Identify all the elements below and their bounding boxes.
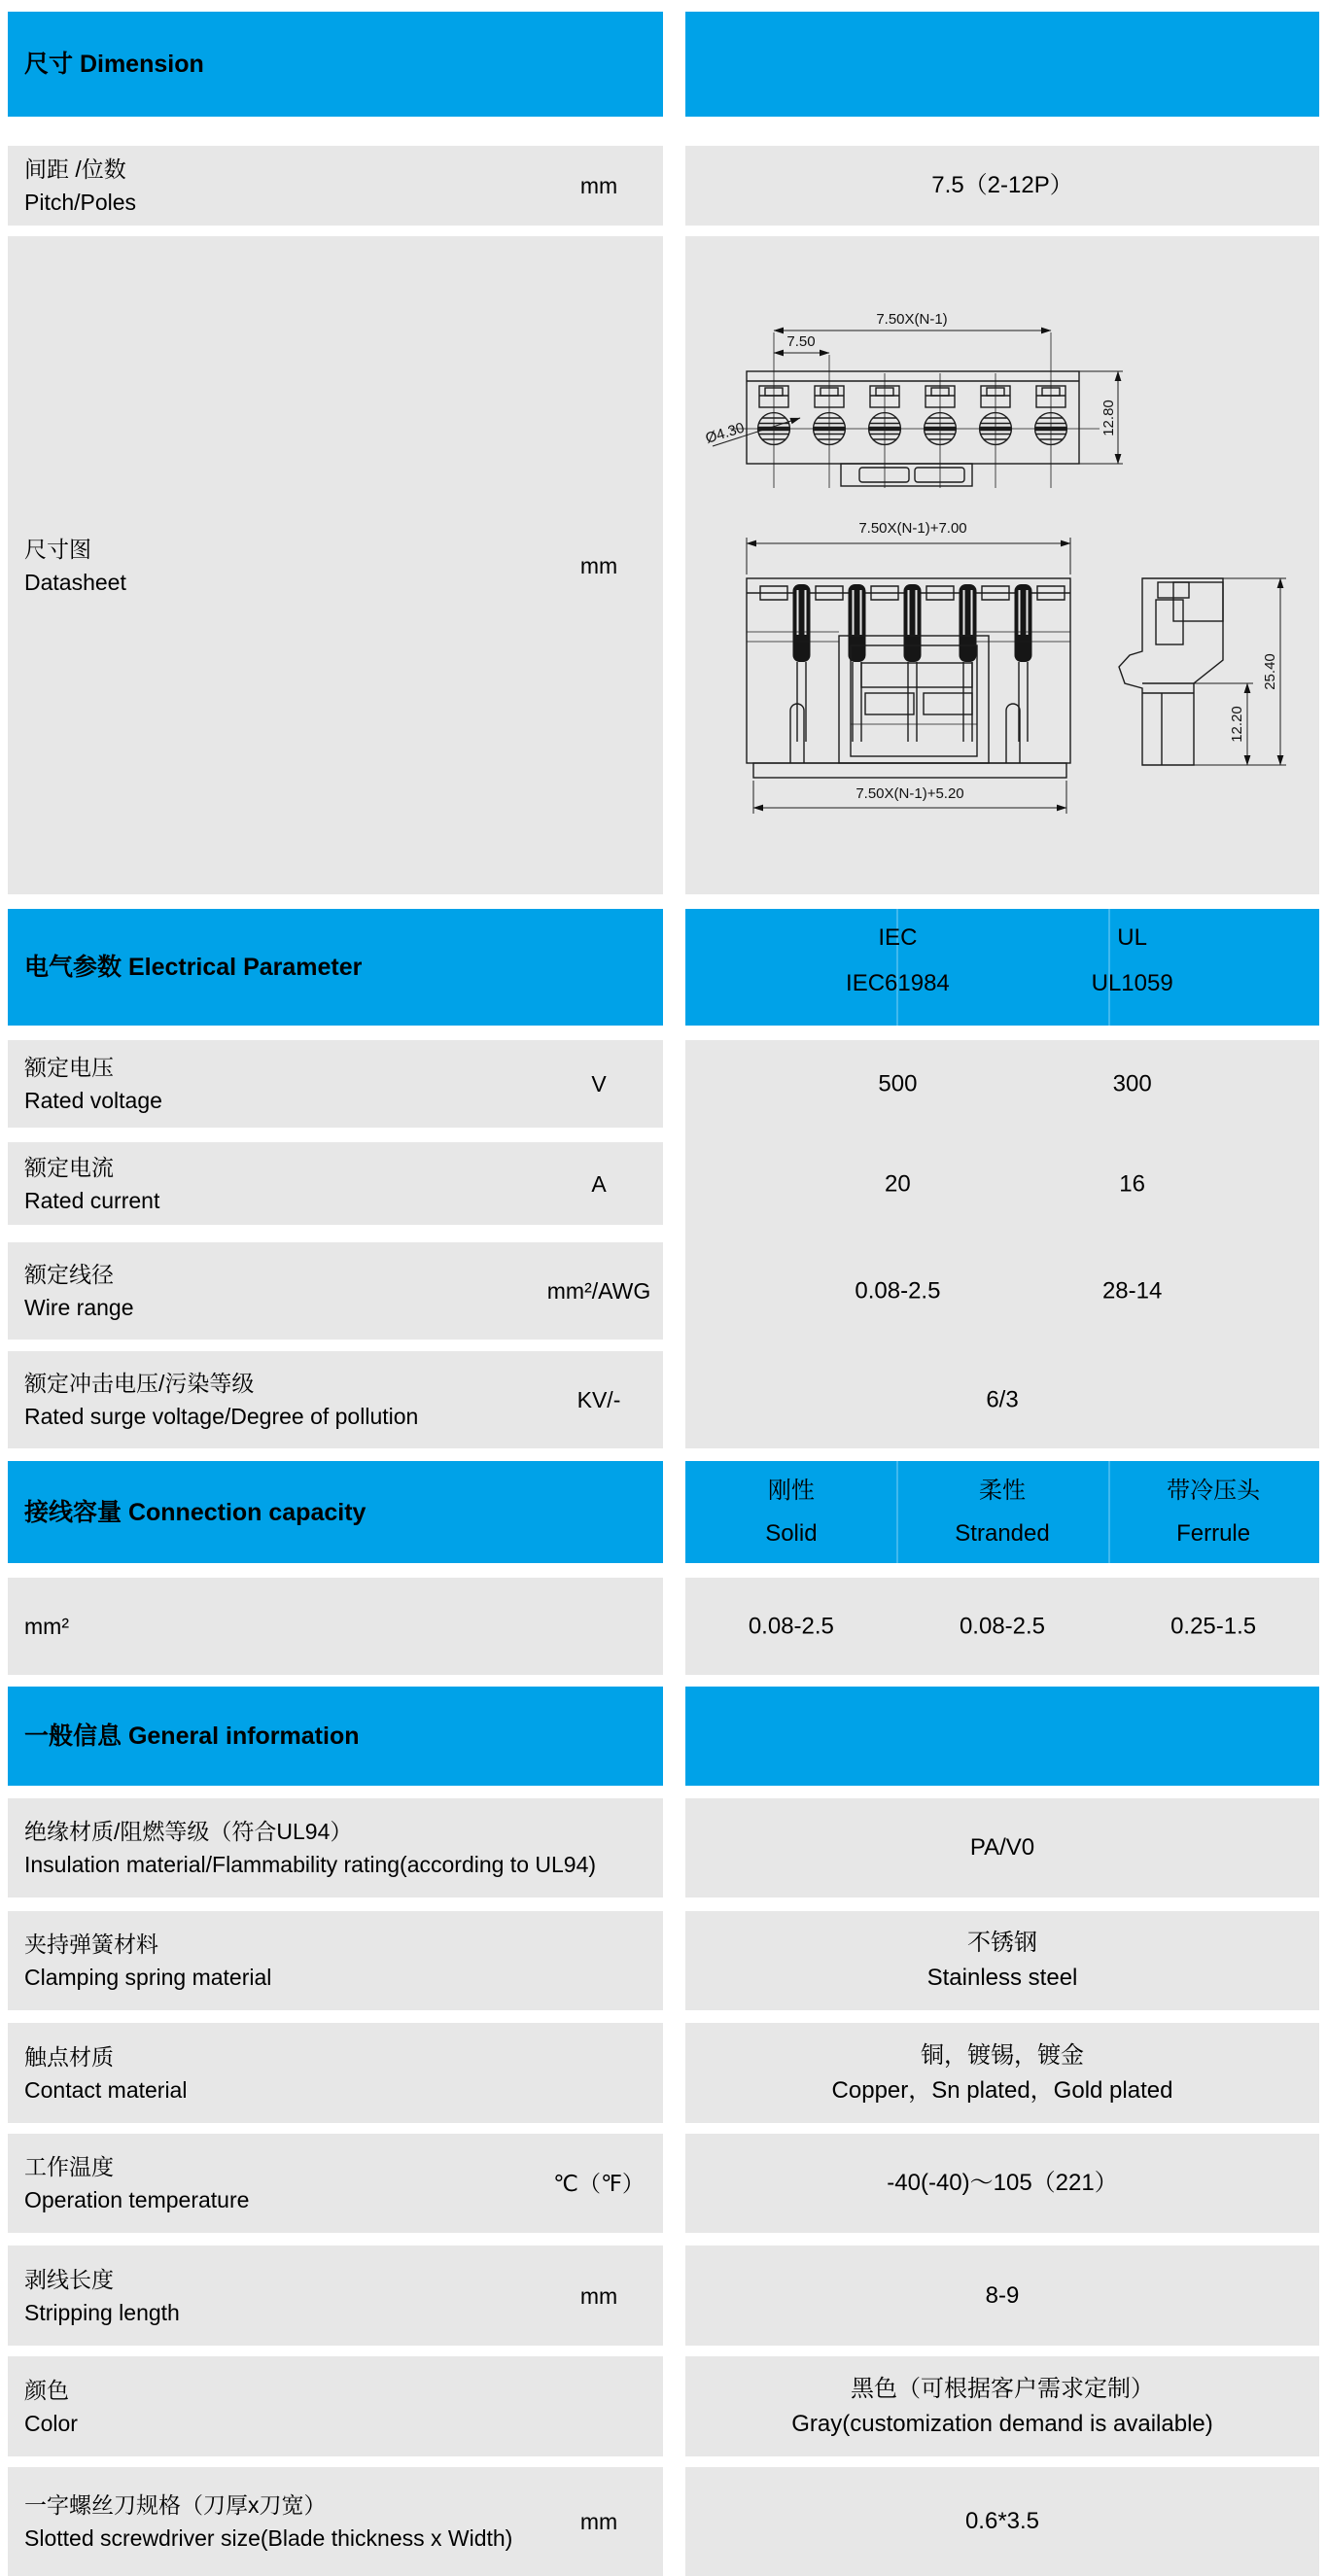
color-value-en: Gray(customization demand is available) bbox=[791, 2410, 1213, 2437]
capacity-values bbox=[685, 1578, 1319, 1675]
surge-voltage-label bbox=[24, 1367, 544, 1433]
rated-voltage-zh: 额定电压 bbox=[24, 1055, 114, 1080]
section-header-dimension bbox=[8, 12, 1319, 117]
electrical-labels-column bbox=[8, 1040, 663, 1448]
temperature-label bbox=[24, 2150, 544, 2216]
iec-spec: IEC61984 bbox=[846, 969, 950, 996]
capacity-label: mm² bbox=[24, 1614, 69, 1639]
insulation-label-cell bbox=[8, 1798, 663, 1897]
screwdriver-zh: 一字螺丝刀规格（刀厚x刀宽） bbox=[24, 2492, 327, 2518]
temperature-value: -40(-40)～105（221） bbox=[685, 2134, 1319, 2233]
rated-voltage-ul: 300 bbox=[1112, 1070, 1152, 1097]
stranded-zh: 柔性 bbox=[979, 1477, 1026, 1504]
ferrule-en: Ferrule bbox=[1176, 1519, 1251, 1547]
ul-spec: UL1059 bbox=[1091, 969, 1173, 996]
row-screwdriver-size bbox=[8, 2467, 1319, 2576]
stripping-zh: 剥线长度 bbox=[24, 2266, 114, 2292]
rated-current-en: Rated current bbox=[24, 1187, 160, 1213]
stripping-value: 8-9 bbox=[685, 2245, 1319, 2346]
clamping-value-cell bbox=[685, 1911, 1319, 2010]
electrical-values-panel bbox=[685, 1040, 1319, 1448]
front-view bbox=[747, 520, 1070, 814]
wire-range-unit: mm²/AWG bbox=[546, 1278, 651, 1304]
dimension-header-right bbox=[685, 12, 1319, 117]
datasheet-label-cell bbox=[8, 236, 663, 894]
row-datasheet bbox=[8, 236, 1319, 894]
surge-voltage-unit: KV/- bbox=[576, 1387, 621, 1412]
dim-label-pitch-total: 7.50X(N-1) bbox=[876, 311, 948, 328]
rated-current-ul: 16 bbox=[1119, 1170, 1146, 1198]
row-pitch-poles bbox=[8, 146, 1319, 226]
datasheet-drawing-cell bbox=[685, 236, 1319, 894]
stripping-unit: mm bbox=[579, 2282, 618, 2309]
column-header-solid bbox=[765, 1470, 817, 1555]
rated-voltage-unit: V bbox=[591, 1071, 607, 1097]
header-divider bbox=[1108, 1461, 1110, 1563]
iec-std: IEC bbox=[878, 923, 918, 951]
insulation-label bbox=[24, 1815, 653, 1881]
color-label-cell bbox=[8, 2356, 663, 2456]
contact-en: Contact material bbox=[24, 2076, 188, 2103]
pitch-value: 7.5（2-12P） bbox=[685, 146, 1319, 226]
rated-current-label bbox=[24, 1151, 544, 1217]
contact-value bbox=[832, 2038, 1173, 2108]
datasheet-label-zh: 尺寸图 bbox=[24, 536, 91, 562]
dimension-header-cell bbox=[8, 12, 663, 117]
row-rated-current bbox=[8, 1142, 663, 1225]
column-header-iec bbox=[846, 915, 950, 1006]
color-value-cell bbox=[685, 2356, 1319, 2456]
contact-value-zh: 铜，镀锡，镀金 bbox=[920, 2041, 1084, 2069]
section-header-electrical bbox=[8, 909, 1319, 1026]
general-title: 一般信息 General information bbox=[24, 1723, 360, 1750]
electrical-header-cell bbox=[8, 909, 663, 1026]
solid-zh: 刚性 bbox=[767, 1477, 815, 1504]
clamping-label bbox=[24, 1928, 653, 1994]
pitch-label-zh: 间距 /位数 bbox=[24, 157, 126, 182]
section-header-connection bbox=[8, 1461, 1319, 1563]
pitch-label-cell bbox=[8, 146, 663, 226]
screwdriver-value: 0.6*3.5 bbox=[685, 2467, 1319, 2576]
wire-range-en: Wire range bbox=[24, 1295, 134, 1320]
rated-current-iec: 20 bbox=[885, 1170, 911, 1198]
row-connection-capacity bbox=[8, 1578, 1319, 1675]
row-wire-range bbox=[8, 1242, 663, 1340]
header-divider bbox=[896, 1461, 898, 1563]
capacity-solid: 0.08-2.5 bbox=[748, 1613, 834, 1640]
dim-label-depth: 12.80 bbox=[1100, 400, 1117, 436]
row-contact-material bbox=[8, 2023, 1319, 2123]
row-color bbox=[8, 2356, 1319, 2456]
rated-current-zh: 额定电流 bbox=[24, 1154, 114, 1180]
insulation-en: Insulation material/Flammability rating(according to UL94) bbox=[24, 1852, 597, 1877]
screwdriver-label bbox=[24, 2489, 544, 2555]
column-header-stranded bbox=[955, 1470, 1049, 1555]
temperature-zh: 工作温度 bbox=[24, 2154, 114, 2179]
row-insulation bbox=[8, 1798, 1319, 1897]
color-label bbox=[24, 2374, 653, 2440]
temperature-en: Operation temperature bbox=[24, 2187, 250, 2212]
clamping-value-en: Stainless steel bbox=[926, 1965, 1078, 1991]
contact-zh: 触点材质 bbox=[24, 2043, 114, 2070]
capacity-stranded: 0.08-2.5 bbox=[959, 1613, 1046, 1640]
clamping-zh: 夹持弹簧材料 bbox=[24, 1932, 158, 1957]
general-header-cell bbox=[8, 1687, 663, 1786]
section-header-general bbox=[8, 1687, 1319, 1786]
row-rated-voltage bbox=[8, 1040, 663, 1128]
insulation-value: PA/V0 bbox=[685, 1798, 1319, 1897]
clamping-value-zh: 不锈钢 bbox=[967, 1930, 1037, 1956]
dim-label-hole-dia: Ø4.30 bbox=[703, 419, 747, 447]
color-zh: 颜色 bbox=[24, 2377, 69, 2403]
connection-header-cell bbox=[8, 1461, 663, 1563]
rated-voltage-label bbox=[24, 1051, 544, 1117]
ferrule-zh: 带冷压头 bbox=[1167, 1477, 1261, 1504]
surge-voltage-value: 6/3 bbox=[986, 1386, 1019, 1413]
stripping-label-cell bbox=[8, 2245, 663, 2346]
pitch-label-en: Pitch/Poles bbox=[24, 190, 137, 215]
contact-value-en: Copper，Sn plated，Gold plated bbox=[831, 2076, 1173, 2104]
side-view bbox=[1119, 578, 1286, 765]
wire-range-label bbox=[24, 1258, 544, 1324]
row-clamping-spring bbox=[8, 1911, 1319, 2010]
temperature-label-cell bbox=[8, 2134, 663, 2233]
color-value-zh: 黑色（可根据客户需求定制） bbox=[851, 2375, 1154, 2402]
dim-label-lower-height: 12.20 bbox=[1229, 706, 1245, 743]
datasheet-unit: mm bbox=[579, 552, 618, 578]
stripping-label bbox=[24, 2263, 544, 2329]
contact-value-cell bbox=[685, 2023, 1319, 2123]
datasheet-label bbox=[24, 533, 544, 599]
dim-label-height: 25.40 bbox=[1262, 653, 1278, 690]
dimension-drawing bbox=[685, 236, 1319, 894]
surge-voltage-zh: 额定冲击电压/污染等级 bbox=[24, 1371, 255, 1396]
screwdriver-label-cell bbox=[8, 2467, 663, 2576]
general-header-right bbox=[685, 1687, 1319, 1786]
dim-label-front-width-bottom: 7.50X(N-1)+5.20 bbox=[856, 785, 964, 802]
rated-voltage-iec: 500 bbox=[878, 1070, 918, 1097]
ul-std: UL bbox=[1117, 923, 1147, 951]
column-header-ul bbox=[1092, 915, 1173, 1006]
insulation-zh: 绝缘材质/阻燃等级（符合UL94） bbox=[24, 1819, 353, 1844]
stranded-en: Stranded bbox=[955, 1519, 1050, 1547]
connection-title: 接线容量 Connection capacity bbox=[24, 1498, 367, 1526]
connection-header-columns bbox=[685, 1461, 1319, 1563]
wire-range-iec: 0.08-2.5 bbox=[855, 1277, 941, 1305]
pitch-unit: mm bbox=[579, 173, 618, 198]
stripping-en: Stripping length bbox=[24, 2299, 180, 2325]
color-en: Color bbox=[24, 2410, 78, 2436]
column-header-ferrule bbox=[1167, 1470, 1260, 1555]
rated-voltage-en: Rated voltage bbox=[24, 1088, 162, 1113]
dim-label-pitch: 7.50 bbox=[786, 333, 816, 350]
wire-range-ul: 28-14 bbox=[1101, 1277, 1163, 1305]
capacity-label-cell bbox=[8, 1578, 663, 1675]
contact-label-cell bbox=[8, 2023, 663, 2123]
electrical-header-columns bbox=[685, 909, 1319, 1026]
solid-en: Solid bbox=[765, 1519, 818, 1547]
datasheet-label-en: Datasheet bbox=[24, 569, 126, 595]
clamping-label-cell bbox=[8, 1911, 663, 2010]
rated-current-unit: A bbox=[591, 1170, 607, 1197]
temperature-unit: ℃（℉） bbox=[553, 2171, 645, 2196]
top-view bbox=[704, 311, 1123, 488]
color-value bbox=[791, 2372, 1213, 2442]
surge-voltage-en: Rated surge voltage/Degree of pollution bbox=[24, 1404, 419, 1429]
row-stripping-length bbox=[8, 2245, 1319, 2346]
clamping-value bbox=[927, 1926, 1078, 1996]
clamping-en: Clamping spring material bbox=[24, 1965, 272, 1990]
wire-range-zh: 额定线径 bbox=[24, 1262, 114, 1287]
capacity-ferrule: 0.25-1.5 bbox=[1170, 1613, 1257, 1640]
screwdriver-unit: mm bbox=[579, 2509, 618, 2534]
pitch-label bbox=[24, 153, 544, 219]
dimension-title: 尺寸 Dimension bbox=[24, 51, 204, 78]
row-surge-voltage bbox=[8, 1351, 663, 1448]
dim-label-front-width-top: 7.50X(N-1)+7.00 bbox=[858, 520, 967, 537]
row-operation-temperature bbox=[8, 2134, 1319, 2233]
screwdriver-en: Slotted screwdriver size(Blade thickness x Width) bbox=[24, 2525, 513, 2551]
contact-label bbox=[24, 2040, 653, 2106]
electrical-rows bbox=[8, 1040, 1319, 1448]
electrical-title: 电气参数 Electrical Parameter bbox=[24, 954, 363, 981]
